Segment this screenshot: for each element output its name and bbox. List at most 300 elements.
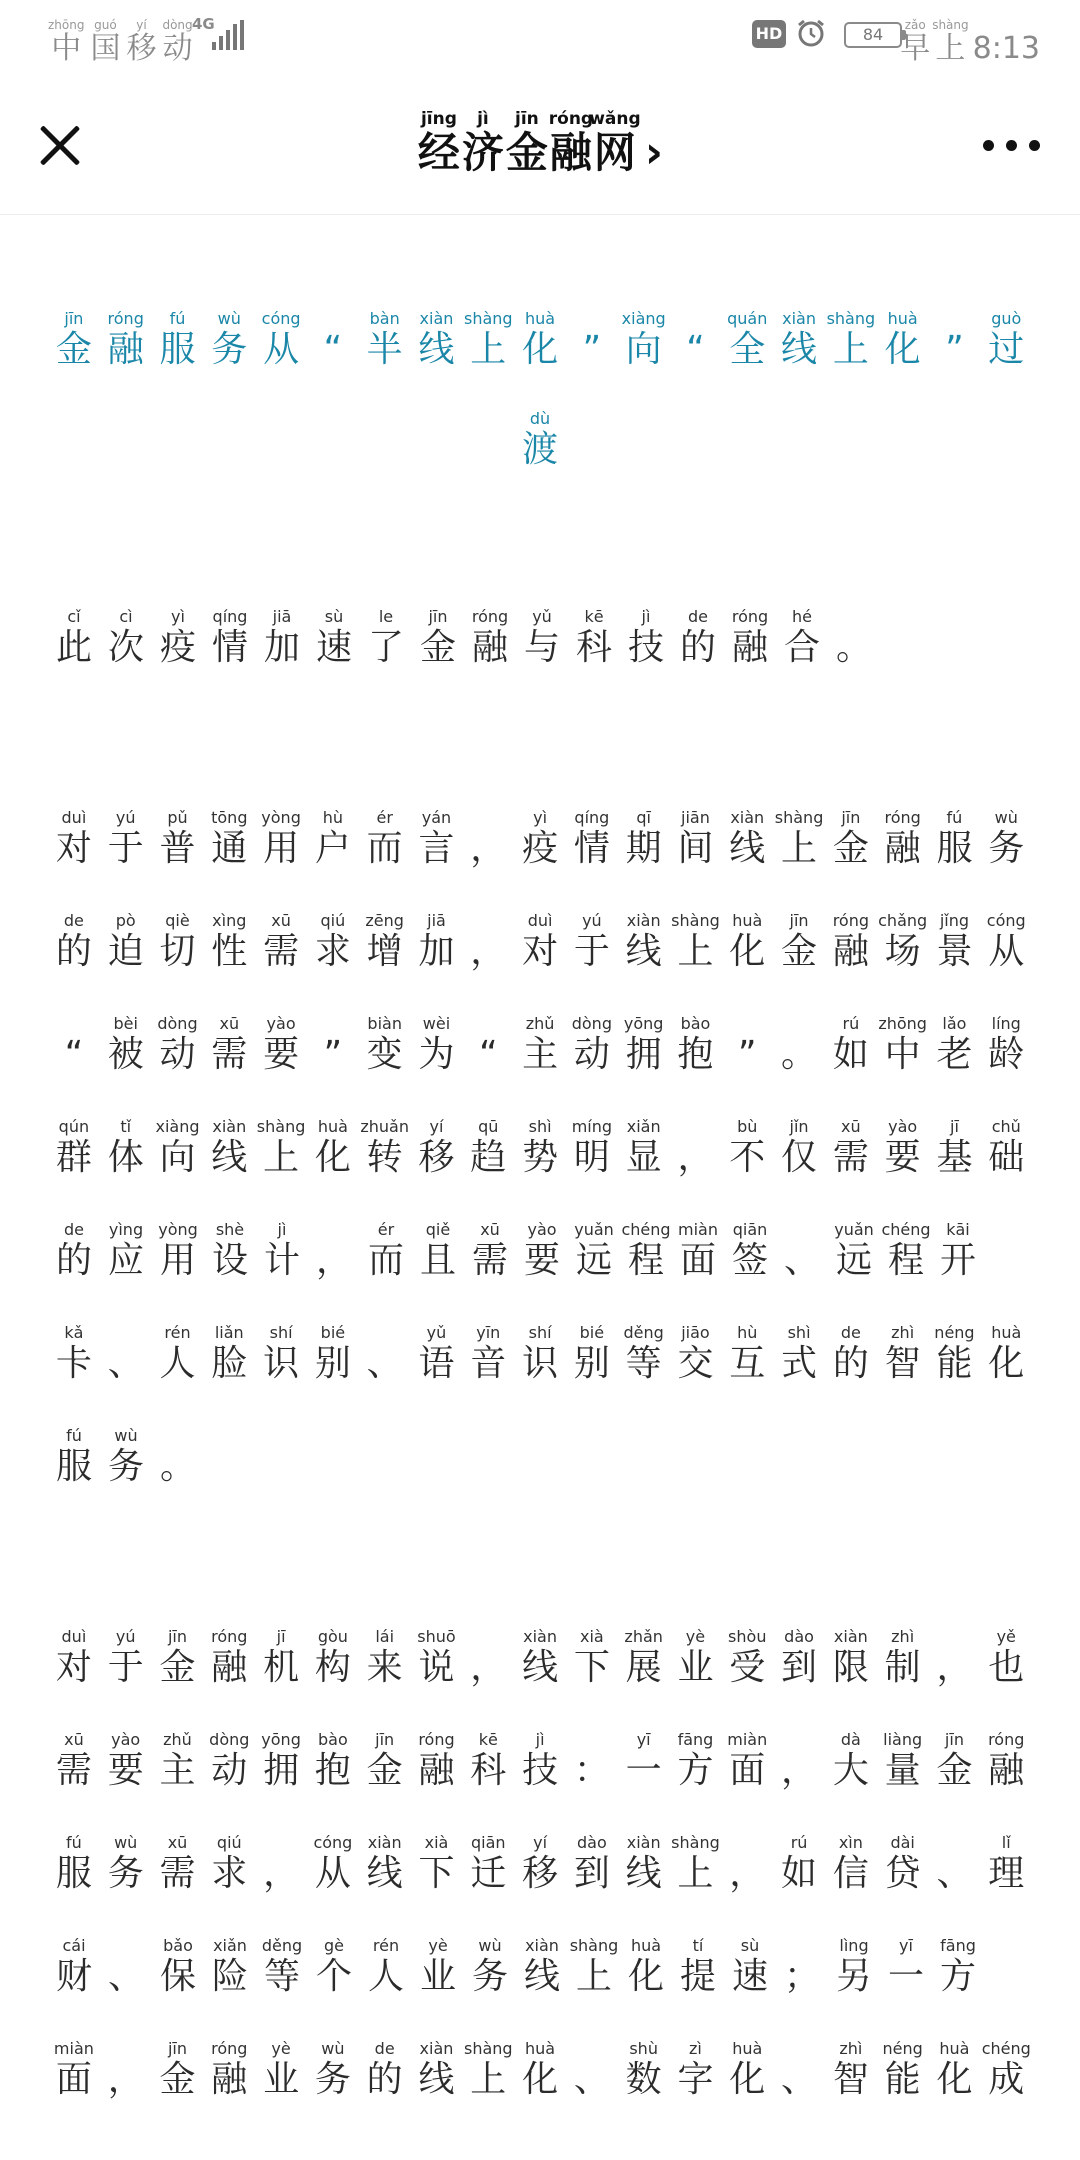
ruby-char bbox=[568, 1937, 620, 1999]
hanzi: 加 bbox=[263, 627, 300, 668]
ruby-char bbox=[566, 912, 618, 974]
ruby-char bbox=[255, 1628, 307, 1690]
hanzi: 动 bbox=[162, 31, 193, 66]
hanzi: 如 bbox=[781, 1853, 818, 1894]
hanzi: 技 bbox=[522, 1750, 559, 1791]
pinyin: chéng bbox=[621, 1220, 671, 1239]
pinyin: ér bbox=[376, 808, 393, 827]
pinyin: cóng bbox=[986, 911, 1026, 930]
ruby-char bbox=[203, 310, 255, 372]
hanzi: ， bbox=[936, 1647, 973, 1688]
pinyin: liàng bbox=[883, 1730, 923, 1749]
hanzi: 式 bbox=[781, 1343, 818, 1384]
pinyin: qī bbox=[636, 808, 651, 827]
hanzi: 中 bbox=[884, 1034, 921, 1075]
pinyin: chéng bbox=[881, 1220, 931, 1239]
hanzi: 计 bbox=[263, 1240, 300, 1281]
signal-icon bbox=[212, 20, 244, 50]
ruby-char bbox=[724, 1221, 776, 1283]
hanzi: 融 bbox=[107, 329, 144, 370]
pinyin: shàng bbox=[932, 18, 969, 32]
hanzi: 龄 bbox=[988, 1034, 1025, 1075]
hanzi: 融 bbox=[731, 627, 768, 668]
hanzi: 对 bbox=[55, 1647, 92, 1688]
pinyin: xià bbox=[580, 1627, 604, 1646]
hanzi: 化 bbox=[314, 1137, 351, 1178]
hanzi: 量 bbox=[884, 1750, 921, 1791]
ruby-char bbox=[255, 912, 307, 974]
ruby-char bbox=[203, 1731, 255, 1793]
hanzi: 金 bbox=[832, 828, 869, 869]
pinyin: cǐ bbox=[67, 607, 81, 626]
hanzi: 用 bbox=[263, 828, 300, 869]
ruby-char bbox=[773, 809, 825, 871]
hanzi: 础 bbox=[988, 1137, 1025, 1178]
ruby-char bbox=[568, 1221, 620, 1283]
ruby-char bbox=[773, 1731, 825, 1793]
ruby-char bbox=[462, 809, 514, 871]
hanzi: 、 bbox=[107, 1956, 144, 1997]
pinyin: qiè bbox=[165, 911, 190, 930]
pinyin: huà bbox=[317, 1117, 348, 1136]
hanzi: ， bbox=[781, 1750, 818, 1791]
pinyin: jiān bbox=[681, 808, 710, 827]
hanzi: 需 bbox=[159, 1853, 196, 1894]
ruby-char bbox=[307, 1628, 359, 1690]
ruby-char bbox=[514, 310, 566, 372]
hanzi: 金 bbox=[366, 1750, 403, 1791]
ruby-char bbox=[877, 2040, 929, 2102]
article-paragraphs bbox=[48, 510, 1032, 2102]
hanzi: 被 bbox=[107, 1034, 144, 1075]
pinyin: lìng bbox=[839, 1936, 869, 1955]
pinyin: fāng bbox=[677, 1730, 714, 1749]
ruby-char bbox=[929, 1731, 981, 1793]
ruby-char bbox=[932, 1221, 984, 1283]
pinyin: shàng bbox=[569, 1936, 619, 1955]
hanzi: 融 bbox=[832, 931, 869, 972]
hanzi: 从 bbox=[988, 931, 1025, 972]
ruby-char bbox=[877, 809, 929, 871]
text-line bbox=[48, 1015, 1032, 1077]
pinyin: xiǎn bbox=[213, 1936, 247, 1955]
hanzi: 仅 bbox=[781, 1137, 818, 1178]
pinyin: róng bbox=[988, 1730, 1025, 1749]
pinyin: yī bbox=[899, 1936, 913, 1955]
ruby-char bbox=[48, 1221, 100, 1283]
ruby-char bbox=[48, 310, 100, 372]
pinyin: yě bbox=[996, 1627, 1016, 1646]
ruby-char bbox=[100, 1015, 152, 1077]
pinyin: qiān bbox=[732, 1220, 768, 1239]
pinyin: shù bbox=[629, 2039, 658, 2058]
ruby-char bbox=[514, 912, 566, 974]
ruby-char bbox=[308, 1221, 360, 1283]
hanzi: 拥 bbox=[625, 1034, 662, 1075]
hanzi: 间 bbox=[677, 828, 714, 869]
hanzi: 化 bbox=[936, 2059, 973, 2100]
ruby-char bbox=[825, 1015, 877, 1077]
pinyin: yōng bbox=[623, 1014, 664, 1033]
pinyin: qiú bbox=[320, 911, 346, 930]
pinyin: róng bbox=[471, 607, 509, 626]
ruby-char bbox=[773, 310, 825, 372]
hanzi: 增 bbox=[366, 931, 403, 972]
pinyin: róng bbox=[418, 1730, 455, 1749]
hanzi: 音 bbox=[470, 1343, 507, 1384]
hanzi: 务 bbox=[211, 329, 248, 370]
hanzi: 从 bbox=[263, 329, 300, 370]
ruby-char bbox=[773, 912, 825, 974]
ruby-char bbox=[152, 1015, 204, 1077]
ruby-char bbox=[566, 809, 618, 871]
pinyin: bào bbox=[680, 1014, 711, 1033]
ruby-char bbox=[566, 1628, 618, 1690]
ruby-char bbox=[566, 1731, 618, 1793]
pinyin: dào bbox=[784, 1627, 814, 1646]
hanzi: 上 bbox=[781, 828, 818, 869]
ruby-char bbox=[152, 2040, 204, 2102]
pinyin: shàng bbox=[463, 2039, 513, 2058]
ruby-char bbox=[307, 310, 359, 372]
hanzi: 情 bbox=[573, 828, 610, 869]
pinyin: xiàng bbox=[621, 309, 666, 328]
hanzi: 济 bbox=[461, 128, 504, 177]
hanzi: 渡 bbox=[521, 429, 558, 470]
hanzi: 限 bbox=[832, 1647, 869, 1688]
pinyin: xià bbox=[424, 1833, 449, 1852]
pinyin: xiàn bbox=[525, 1936, 559, 1955]
ruby-char bbox=[929, 1628, 981, 1690]
ruby-char bbox=[417, 110, 461, 178]
ruby-char bbox=[721, 1834, 773, 1896]
pinyin: jì bbox=[641, 607, 651, 626]
time-prefix bbox=[900, 18, 968, 66]
hanzi: 需 bbox=[55, 1750, 92, 1791]
hanzi: 。 bbox=[159, 1446, 196, 1487]
pinyin: jì bbox=[277, 1220, 287, 1239]
hanzi: 金 bbox=[55, 329, 92, 370]
hanzi: 而 bbox=[366, 828, 403, 869]
hanzi: 于 bbox=[573, 931, 610, 972]
ruby-char bbox=[670, 1324, 722, 1386]
pinyin: jīn bbox=[944, 1730, 964, 1749]
hanzi: 加 bbox=[418, 931, 455, 972]
ruby-char bbox=[307, 1731, 359, 1793]
pinyin: jīn bbox=[375, 1730, 395, 1749]
ruby-char bbox=[514, 1834, 566, 1896]
pinyin: xiǎn bbox=[626, 1117, 661, 1136]
hanzi: 应 bbox=[107, 1240, 144, 1281]
hanzi: 线 bbox=[366, 1853, 403, 1894]
ruby-char bbox=[48, 1324, 100, 1386]
hanzi: 面 bbox=[729, 1750, 766, 1791]
hanzi: 融 bbox=[211, 1647, 248, 1688]
hanzi: 动 bbox=[573, 1034, 610, 1075]
ruby-char bbox=[100, 1834, 152, 1896]
hanzi: 动 bbox=[159, 1034, 196, 1075]
pinyin: fú bbox=[946, 808, 963, 827]
hd-icon: HD bbox=[752, 20, 786, 48]
heading-line bbox=[48, 310, 1032, 372]
ruby-char bbox=[721, 1731, 773, 1793]
hanzi: 要 bbox=[107, 1750, 144, 1791]
hanzi: ， bbox=[263, 1853, 300, 1894]
hanzi: 业 bbox=[263, 2059, 300, 2100]
pinyin: róng bbox=[884, 808, 921, 827]
ruby-char bbox=[307, 2040, 359, 2102]
ruby-char bbox=[929, 1324, 981, 1386]
hanzi: 科 bbox=[470, 1750, 507, 1791]
ruby-char bbox=[825, 912, 877, 974]
ruby-char bbox=[307, 1118, 359, 1180]
pinyin: huà bbox=[887, 309, 918, 328]
chevron-right-icon[interactable]: › bbox=[644, 127, 664, 178]
hanzi: 财 bbox=[55, 1956, 92, 1997]
hanzi: 疫 bbox=[522, 828, 559, 869]
hanzi: ； bbox=[783, 1956, 820, 1997]
pinyin: dòng bbox=[571, 1014, 612, 1033]
ruby-char bbox=[825, 1628, 877, 1690]
pinyin: lǎo bbox=[942, 1014, 967, 1033]
ruby-char bbox=[100, 310, 152, 372]
hanzi: 疫 bbox=[159, 627, 196, 668]
network-type: 4G bbox=[192, 15, 215, 33]
hanzi: 服 bbox=[55, 1853, 92, 1894]
ruby-char bbox=[359, 1015, 411, 1077]
pinyin: huà bbox=[939, 2039, 970, 2058]
ruby-char bbox=[566, 1015, 618, 1077]
ruby-char bbox=[152, 912, 204, 974]
ruby-char bbox=[203, 2040, 255, 2102]
hanzi: 线 bbox=[625, 1853, 662, 1894]
ruby-char bbox=[462, 310, 514, 372]
hanzi: 互 bbox=[729, 1343, 766, 1384]
hanzi: 贷 bbox=[884, 1853, 921, 1894]
ruby-char bbox=[516, 608, 568, 670]
pinyin: shè bbox=[215, 1220, 245, 1239]
ruby-char bbox=[514, 1015, 566, 1077]
hanzi: 中 bbox=[51, 31, 82, 66]
hanzi: 上 bbox=[470, 2059, 507, 2100]
text-line bbox=[48, 1937, 1032, 1999]
hanzi: 化 bbox=[729, 2059, 766, 2100]
hanzi: 言 bbox=[418, 828, 455, 869]
ruby-char bbox=[255, 1731, 307, 1793]
pinyin: huà bbox=[525, 309, 556, 328]
pinyin: xū bbox=[841, 1117, 861, 1136]
pinyin: fāng bbox=[940, 1936, 976, 1955]
ruby-char bbox=[204, 1221, 256, 1283]
ruby-char bbox=[900, 18, 930, 66]
ruby-char bbox=[411, 1324, 463, 1386]
hanzi: 明 bbox=[573, 1137, 610, 1178]
ruby-char bbox=[773, 1628, 825, 1690]
hanzi: 受 bbox=[729, 1647, 766, 1688]
pinyin: wù bbox=[321, 2039, 345, 2058]
ruby-char bbox=[877, 1015, 929, 1077]
pinyin: jì bbox=[535, 1730, 545, 1749]
ruby-char bbox=[670, 1015, 722, 1077]
ruby-char bbox=[672, 1937, 724, 1999]
ruby-char bbox=[462, 1324, 514, 1386]
hanzi: 势 bbox=[522, 1137, 559, 1178]
ruby-char bbox=[308, 1937, 360, 1999]
ruby-char bbox=[549, 110, 593, 178]
pinyin: yè bbox=[428, 1936, 448, 1955]
text-line bbox=[48, 1221, 1032, 1283]
pinyin: néng bbox=[934, 1323, 975, 1342]
hanzi: ” bbox=[737, 1034, 757, 1075]
pinyin: jīn bbox=[64, 309, 84, 328]
hanzi: 到 bbox=[573, 1853, 610, 1894]
ruby-char bbox=[203, 1324, 255, 1386]
ruby-char bbox=[464, 608, 516, 670]
pinyin: shàng bbox=[671, 1833, 720, 1852]
hanzi: 线 bbox=[729, 828, 766, 869]
ruby-char bbox=[670, 1834, 722, 1896]
pinyin: yǔ bbox=[532, 607, 552, 626]
hanzi: 化 bbox=[522, 329, 559, 370]
ruby-char bbox=[773, 2040, 825, 2102]
pinyin: dù bbox=[529, 409, 551, 428]
ruby-char bbox=[359, 1731, 411, 1793]
pinyin: kǎ bbox=[64, 1323, 84, 1342]
ruby-char bbox=[411, 2040, 463, 2102]
ruby-char bbox=[100, 1221, 152, 1283]
ruby-char bbox=[359, 1628, 411, 1690]
status-bar bbox=[0, 0, 1080, 74]
pinyin: yào bbox=[266, 1014, 296, 1033]
hanzi: 服 bbox=[936, 828, 973, 869]
pinyin: yán bbox=[421, 808, 452, 827]
hanzi: 的 bbox=[366, 2059, 403, 2100]
ruby-char bbox=[932, 18, 968, 66]
ruby-char bbox=[203, 912, 255, 974]
ruby-char bbox=[462, 1628, 514, 1690]
pinyin: kē bbox=[478, 1730, 498, 1749]
hanzi: 智 bbox=[884, 1343, 921, 1384]
ruby-char bbox=[256, 608, 308, 670]
ruby-char bbox=[980, 1118, 1032, 1180]
ruby-char bbox=[618, 1834, 670, 1896]
hanzi: 如 bbox=[832, 1034, 869, 1075]
ruby-char bbox=[360, 1937, 412, 1999]
ruby-char bbox=[412, 1937, 464, 1999]
pinyin: róng bbox=[211, 1627, 248, 1646]
pinyin: róng bbox=[107, 309, 144, 328]
hanzi: 成 bbox=[988, 2059, 1025, 2100]
ruby-char bbox=[825, 1118, 877, 1180]
ruby-char bbox=[462, 1834, 514, 1896]
hanzi: 了 bbox=[367, 627, 404, 668]
ruby-char bbox=[618, 912, 670, 974]
pinyin: shòu bbox=[728, 1627, 767, 1646]
ruby-char bbox=[980, 912, 1032, 974]
ruby-char bbox=[461, 110, 505, 178]
hanzi: 卡 bbox=[55, 1343, 92, 1384]
hanzi: 等 bbox=[263, 1956, 300, 1997]
hanzi: 国 bbox=[90, 31, 121, 66]
pinyin: yòng bbox=[158, 1220, 198, 1239]
hanzi: 次 bbox=[107, 627, 144, 668]
pinyin: sù bbox=[324, 607, 344, 626]
pinyin: wèi bbox=[422, 1014, 451, 1033]
ruby-char bbox=[411, 1118, 463, 1180]
hanzi: 上 bbox=[677, 1853, 714, 1894]
pinyin: qíng bbox=[574, 808, 610, 827]
hanzi: 业 bbox=[677, 1647, 714, 1688]
hanzi: 业 bbox=[419, 1956, 456, 1997]
ruby-char bbox=[100, 1628, 152, 1690]
pinyin: yìng bbox=[108, 1220, 144, 1239]
ruby-char bbox=[776, 1221, 828, 1283]
ruby-char bbox=[203, 1118, 255, 1180]
hanzi: 识 bbox=[263, 1343, 300, 1384]
pinyin: jì bbox=[477, 109, 489, 129]
hanzi: 科 bbox=[575, 627, 612, 668]
pinyin: yòng bbox=[261, 808, 301, 827]
pinyin: xìn bbox=[838, 1833, 863, 1852]
hanzi: 线 bbox=[418, 2059, 455, 2100]
pinyin: dào bbox=[576, 1833, 607, 1852]
pinyin: xiàn bbox=[419, 2039, 454, 2058]
ruby-char bbox=[566, 1834, 618, 1896]
ruby-char bbox=[48, 1834, 100, 1896]
hanzi: 性 bbox=[211, 931, 248, 972]
pinyin: miàn bbox=[678, 1220, 718, 1239]
hanzi: 务 bbox=[471, 1956, 508, 1997]
hanzi: 户 bbox=[314, 828, 351, 869]
hanzi: 要 bbox=[884, 1137, 921, 1178]
hanzi: 融 bbox=[471, 627, 508, 668]
hanzi: 线 bbox=[523, 1956, 560, 1997]
page-title[interactable] bbox=[0, 110, 1080, 178]
ruby-char bbox=[411, 1731, 463, 1793]
hanzi: 体 bbox=[107, 1137, 144, 1178]
ruby-char bbox=[100, 1324, 152, 1386]
ruby-char bbox=[203, 1628, 255, 1690]
text-line bbox=[48, 1834, 1032, 1896]
hanzi: 、 bbox=[107, 1343, 144, 1384]
hanzi: 理 bbox=[988, 1853, 1025, 1894]
ruby-char bbox=[618, 1118, 670, 1180]
ruby-char bbox=[152, 1427, 204, 1489]
hanzi: 化 bbox=[988, 1343, 1025, 1384]
pinyin: bǎo bbox=[163, 1936, 193, 1955]
title-text[interactable] bbox=[417, 109, 641, 178]
ruby-char bbox=[620, 1221, 672, 1283]
ruby-char bbox=[307, 1015, 359, 1077]
hanzi: 半 bbox=[366, 329, 403, 370]
ruby-char bbox=[877, 1118, 929, 1180]
pinyin: xū bbox=[271, 911, 291, 930]
more-icon[interactable] bbox=[983, 140, 1040, 151]
hanzi: 到 bbox=[781, 1647, 818, 1688]
hanzi: 移 bbox=[522, 1853, 559, 1894]
article-heading bbox=[48, 310, 1032, 472]
hanzi: 大 bbox=[832, 1750, 869, 1791]
pinyin: bié bbox=[579, 1323, 605, 1342]
hanzi: 别 bbox=[314, 1343, 351, 1384]
pinyin: shí bbox=[528, 1323, 552, 1342]
pinyin: jīng bbox=[420, 109, 457, 129]
hanzi: ” bbox=[582, 329, 602, 370]
hanzi: 语 bbox=[418, 1343, 455, 1384]
ruby-char bbox=[359, 1834, 411, 1896]
hanzi: 为 bbox=[418, 1034, 455, 1075]
hanzi: 人 bbox=[159, 1343, 196, 1384]
